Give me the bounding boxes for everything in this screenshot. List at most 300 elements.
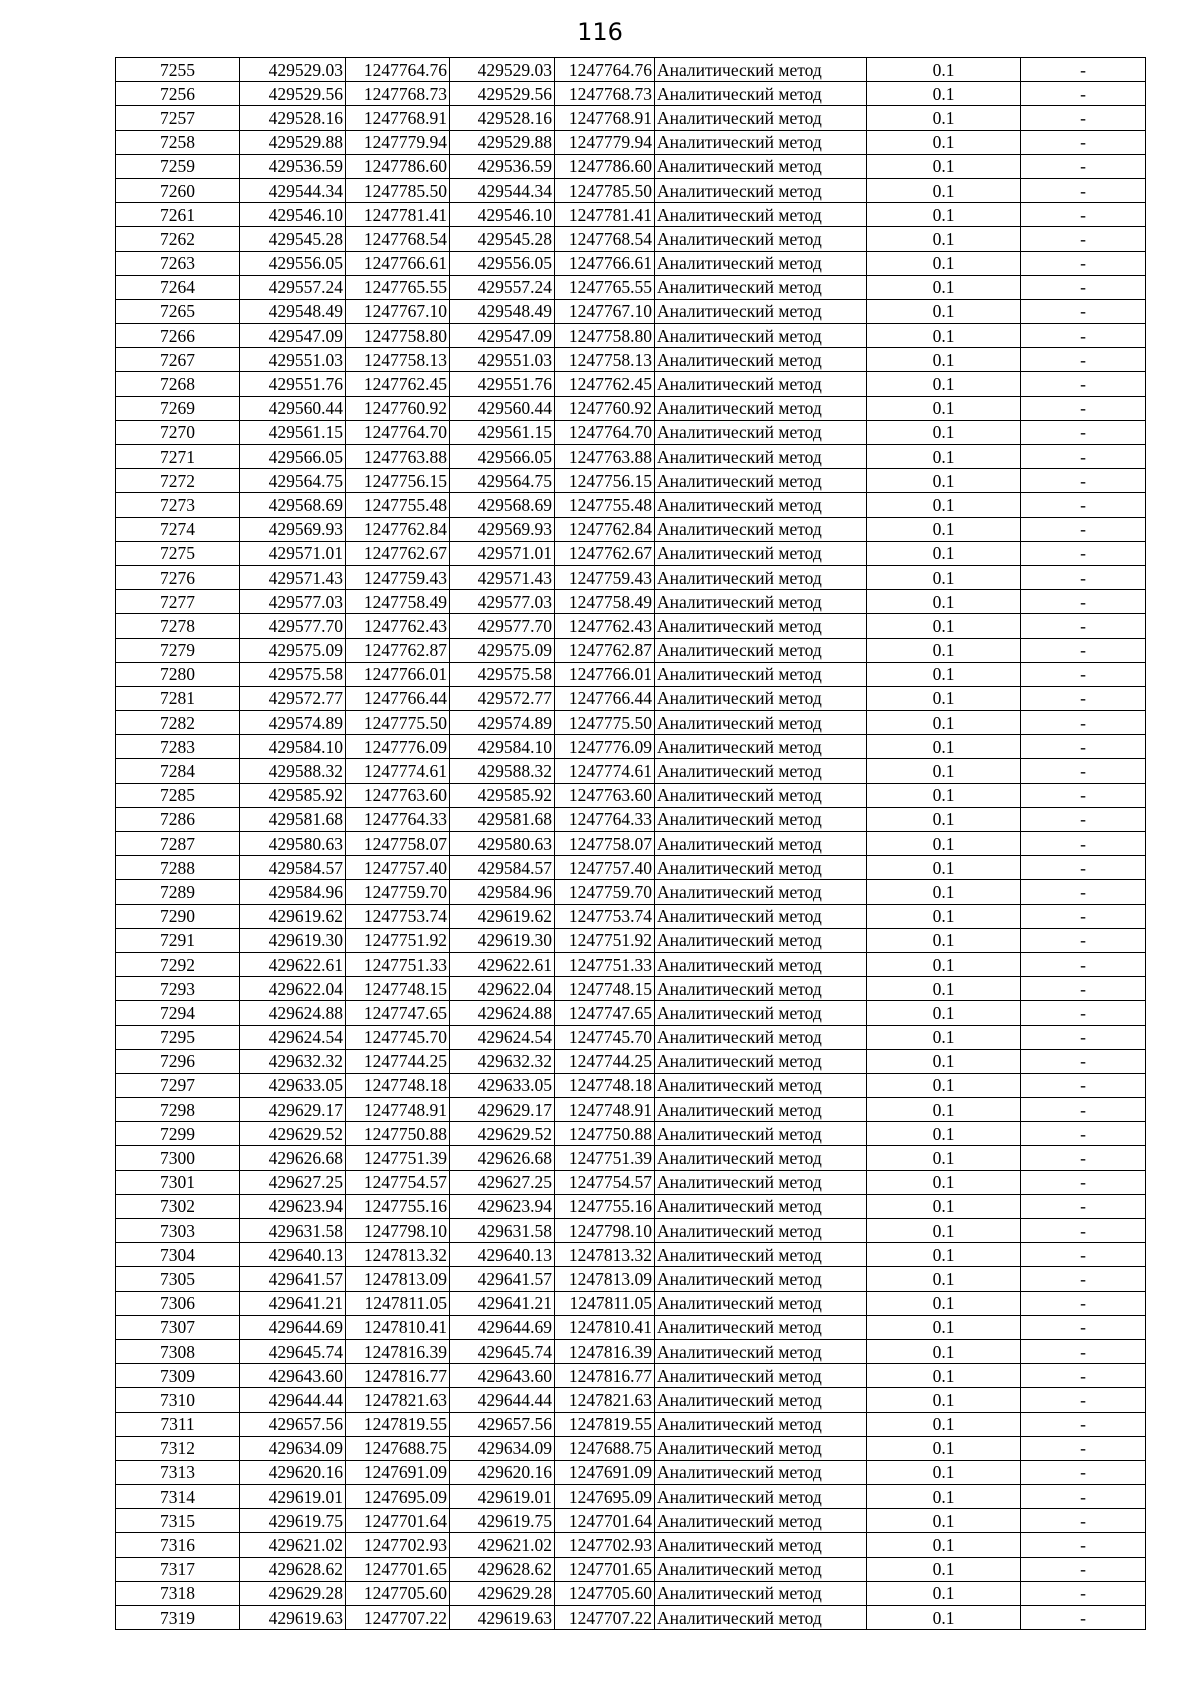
- x-coordinate-2-cell: 429571.01: [450, 541, 555, 565]
- accuracy-cell: 0.1: [867, 324, 1021, 348]
- accuracy-cell: 0.1: [867, 1339, 1021, 1363]
- y-coordinate-cell: 1247813.09: [346, 1267, 450, 1291]
- x-coordinate-cell: 429546.10: [240, 203, 346, 227]
- y-coordinate-2-cell: 1247811.05: [555, 1291, 655, 1315]
- x-coordinate-cell: 429529.03: [240, 58, 346, 82]
- x-coordinate-cell: 429560.44: [240, 396, 346, 420]
- note-cell: -: [1021, 1485, 1146, 1509]
- note-cell: -: [1021, 1557, 1146, 1581]
- table-row: [116, 1219, 1146, 1243]
- table-row: [116, 638, 1146, 662]
- y-coordinate-2-cell: 1247762.45: [555, 372, 655, 396]
- note-cell: -: [1021, 203, 1146, 227]
- point-number-cell: 7263: [116, 251, 240, 275]
- y-coordinate-cell: 1247691.09: [346, 1460, 450, 1484]
- x-coordinate-2-cell: 429544.34: [450, 178, 555, 202]
- accuracy-cell: 0.1: [867, 372, 1021, 396]
- point-number-cell: 7268: [116, 372, 240, 396]
- note-cell: -: [1021, 638, 1146, 662]
- method-cell: Аналитический метод: [655, 1339, 867, 1363]
- y-coordinate-2-cell: 1247786.60: [555, 154, 655, 178]
- x-coordinate-cell: 429629.28: [240, 1581, 346, 1605]
- method-cell: Аналитический метод: [655, 711, 867, 735]
- note-cell: -: [1021, 1339, 1146, 1363]
- y-coordinate-cell: 1247816.39: [346, 1339, 450, 1363]
- method-cell: Аналитический метод: [655, 1025, 867, 1049]
- method-cell: Аналитический метод: [655, 227, 867, 251]
- y-coordinate-2-cell: 1247701.65: [555, 1557, 655, 1581]
- point-number-cell: 7312: [116, 1436, 240, 1460]
- point-number-cell: 7299: [116, 1122, 240, 1146]
- point-number-cell: 7273: [116, 493, 240, 517]
- note-cell: -: [1021, 1194, 1146, 1218]
- note-cell: -: [1021, 1364, 1146, 1388]
- note-cell: -: [1021, 1001, 1146, 1025]
- x-coordinate-2-cell: 429574.89: [450, 711, 555, 735]
- accuracy-cell: 0.1: [867, 493, 1021, 517]
- y-coordinate-cell: 1247762.87: [346, 638, 450, 662]
- y-coordinate-2-cell: 1247781.41: [555, 203, 655, 227]
- y-coordinate-cell: 1247813.32: [346, 1243, 450, 1267]
- point-number-cell: 7317: [116, 1557, 240, 1581]
- x-coordinate-cell: 429640.13: [240, 1243, 346, 1267]
- note-cell: -: [1021, 372, 1146, 396]
- y-coordinate-cell: 1247759.43: [346, 565, 450, 589]
- accuracy-cell: 0.1: [867, 1267, 1021, 1291]
- y-coordinate-cell: 1247768.73: [346, 82, 450, 106]
- point-number-cell: 7259: [116, 154, 240, 178]
- point-number-cell: 7265: [116, 299, 240, 323]
- x-coordinate-2-cell: 429566.05: [450, 445, 555, 469]
- note-cell: -: [1021, 735, 1146, 759]
- y-coordinate-cell: 1247760.92: [346, 396, 450, 420]
- accuracy-cell: 0.1: [867, 952, 1021, 976]
- note-cell: -: [1021, 928, 1146, 952]
- y-coordinate-2-cell: 1247816.77: [555, 1364, 655, 1388]
- point-number-cell: 7278: [116, 614, 240, 638]
- y-coordinate-cell: 1247779.94: [346, 130, 450, 154]
- y-coordinate-cell: 1247810.41: [346, 1315, 450, 1339]
- y-coordinate-cell: 1247775.50: [346, 711, 450, 735]
- y-coordinate-cell: 1247764.76: [346, 58, 450, 82]
- y-coordinate-cell: 1247753.74: [346, 904, 450, 928]
- point-number-cell: 7275: [116, 541, 240, 565]
- x-coordinate-2-cell: 429551.76: [450, 372, 555, 396]
- x-coordinate-2-cell: 429536.59: [450, 154, 555, 178]
- accuracy-cell: 0.1: [867, 1364, 1021, 1388]
- point-number-cell: 7319: [116, 1606, 240, 1630]
- y-coordinate-cell: 1247786.60: [346, 154, 450, 178]
- x-coordinate-cell: 429581.68: [240, 807, 346, 831]
- method-cell: Аналитический метод: [655, 130, 867, 154]
- x-coordinate-2-cell: 429641.21: [450, 1291, 555, 1315]
- x-coordinate-2-cell: 429634.09: [450, 1436, 555, 1460]
- y-coordinate-cell: 1247702.93: [346, 1533, 450, 1557]
- x-coordinate-2-cell: 429572.77: [450, 686, 555, 710]
- x-coordinate-2-cell: 429621.02: [450, 1533, 555, 1557]
- x-coordinate-2-cell: 429619.62: [450, 904, 555, 928]
- table-row: [116, 686, 1146, 710]
- accuracy-cell: 0.1: [867, 203, 1021, 227]
- note-cell: -: [1021, 541, 1146, 565]
- table-row: [116, 541, 1146, 565]
- accuracy-cell: 0.1: [867, 904, 1021, 928]
- note-cell: -: [1021, 1267, 1146, 1291]
- y-coordinate-cell: 1247768.91: [346, 106, 450, 130]
- x-coordinate-cell: 429580.63: [240, 832, 346, 856]
- table-row: [116, 251, 1146, 275]
- table-row: [116, 493, 1146, 517]
- x-coordinate-cell: 429557.24: [240, 275, 346, 299]
- y-coordinate-cell: 1247763.60: [346, 783, 450, 807]
- point-number-cell: 7292: [116, 952, 240, 976]
- note-cell: -: [1021, 1146, 1146, 1170]
- x-coordinate-cell: 429657.56: [240, 1412, 346, 1436]
- page-number: 116: [577, 18, 623, 46]
- x-coordinate-cell: 429619.30: [240, 928, 346, 952]
- table-row: [116, 178, 1146, 202]
- x-coordinate-cell: 429619.62: [240, 904, 346, 928]
- accuracy-cell: 0.1: [867, 807, 1021, 831]
- method-cell: Аналитический метод: [655, 856, 867, 880]
- y-coordinate-cell: 1247756.15: [346, 469, 450, 493]
- x-coordinate-2-cell: 429627.25: [450, 1170, 555, 1194]
- x-coordinate-cell: 429547.09: [240, 324, 346, 348]
- table-row: [116, 1049, 1146, 1073]
- method-cell: Аналитический метод: [655, 493, 867, 517]
- table-row: [116, 1267, 1146, 1291]
- x-coordinate-2-cell: 429585.92: [450, 783, 555, 807]
- point-number-cell: 7314: [116, 1485, 240, 1509]
- point-number-cell: 7293: [116, 977, 240, 1001]
- x-coordinate-2-cell: 429577.70: [450, 614, 555, 638]
- method-cell: Аналитический метод: [655, 735, 867, 759]
- y-coordinate-cell: 1247766.44: [346, 686, 450, 710]
- method-cell: Аналитический метод: [655, 1194, 867, 1218]
- note-cell: -: [1021, 251, 1146, 275]
- y-coordinate-2-cell: 1247810.41: [555, 1315, 655, 1339]
- table-row: [116, 275, 1146, 299]
- x-coordinate-cell: 429571.01: [240, 541, 346, 565]
- y-coordinate-2-cell: 1247785.50: [555, 178, 655, 202]
- x-coordinate-2-cell: 429577.03: [450, 590, 555, 614]
- method-cell: Аналитический метод: [655, 1485, 867, 1509]
- y-coordinate-2-cell: 1247748.91: [555, 1098, 655, 1122]
- table-row: [116, 154, 1146, 178]
- table-row: [116, 1460, 1146, 1484]
- y-coordinate-cell: 1247781.41: [346, 203, 450, 227]
- accuracy-cell: 0.1: [867, 1243, 1021, 1267]
- table-row: [116, 1533, 1146, 1557]
- point-number-cell: 7271: [116, 445, 240, 469]
- method-cell: Аналитический метод: [655, 106, 867, 130]
- x-coordinate-cell: 429529.88: [240, 130, 346, 154]
- x-coordinate-2-cell: 429545.28: [450, 227, 555, 251]
- x-coordinate-2-cell: 429546.10: [450, 203, 555, 227]
- x-coordinate-2-cell: 429584.96: [450, 880, 555, 904]
- x-coordinate-2-cell: 429633.05: [450, 1073, 555, 1097]
- point-number-cell: 7255: [116, 58, 240, 82]
- table-row: [116, 1315, 1146, 1339]
- x-coordinate-2-cell: 429629.52: [450, 1122, 555, 1146]
- accuracy-cell: 0.1: [867, 1122, 1021, 1146]
- method-cell: Аналитический метод: [655, 1001, 867, 1025]
- x-coordinate-cell: 429564.75: [240, 469, 346, 493]
- method-cell: Аналитический метод: [655, 82, 867, 106]
- note-cell: -: [1021, 445, 1146, 469]
- y-coordinate-cell: 1247701.65: [346, 1557, 450, 1581]
- table-row: [116, 1388, 1146, 1412]
- accuracy-cell: 0.1: [867, 82, 1021, 106]
- y-coordinate-2-cell: 1247763.60: [555, 783, 655, 807]
- point-number-cell: 7261: [116, 203, 240, 227]
- accuracy-cell: 0.1: [867, 1315, 1021, 1339]
- table-row: [116, 372, 1146, 396]
- y-coordinate-cell: 1247766.61: [346, 251, 450, 275]
- method-cell: Аналитический метод: [655, 1315, 867, 1339]
- x-coordinate-2-cell: 429560.44: [450, 396, 555, 420]
- point-number-cell: 7260: [116, 178, 240, 202]
- table-row: [116, 82, 1146, 106]
- x-coordinate-cell: 429620.16: [240, 1460, 346, 1484]
- y-coordinate-cell: 1247762.45: [346, 372, 450, 396]
- table-row: [116, 856, 1146, 880]
- x-coordinate-cell: 429529.56: [240, 82, 346, 106]
- method-cell: Аналитический метод: [655, 396, 867, 420]
- y-coordinate-2-cell: 1247798.10: [555, 1219, 655, 1243]
- point-number-cell: 7301: [116, 1170, 240, 1194]
- point-number-cell: 7290: [116, 904, 240, 928]
- note-cell: -: [1021, 1509, 1146, 1533]
- note-cell: -: [1021, 1606, 1146, 1630]
- y-coordinate-cell: 1247758.13: [346, 348, 450, 372]
- accuracy-cell: 0.1: [867, 1388, 1021, 1412]
- y-coordinate-cell: 1247748.15: [346, 977, 450, 1001]
- point-number-cell: 7274: [116, 517, 240, 541]
- y-coordinate-cell: 1247765.55: [346, 275, 450, 299]
- y-coordinate-cell: 1247695.09: [346, 1485, 450, 1509]
- x-coordinate-cell: 429645.74: [240, 1339, 346, 1363]
- accuracy-cell: 0.1: [867, 1146, 1021, 1170]
- y-coordinate-cell: 1247744.25: [346, 1049, 450, 1073]
- point-number-cell: 7262: [116, 227, 240, 251]
- y-coordinate-cell: 1247821.63: [346, 1388, 450, 1412]
- method-cell: Аналитический метод: [655, 178, 867, 202]
- x-coordinate-2-cell: 429619.01: [450, 1485, 555, 1509]
- point-number-cell: 7297: [116, 1073, 240, 1097]
- note-cell: -: [1021, 856, 1146, 880]
- accuracy-cell: 0.1: [867, 686, 1021, 710]
- x-coordinate-2-cell: 429626.68: [450, 1146, 555, 1170]
- x-coordinate-2-cell: 429644.69: [450, 1315, 555, 1339]
- table-row: [116, 1412, 1146, 1436]
- x-coordinate-cell: 429566.05: [240, 445, 346, 469]
- accuracy-cell: 0.1: [867, 856, 1021, 880]
- x-coordinate-cell: 429629.17: [240, 1098, 346, 1122]
- accuracy-cell: 0.1: [867, 154, 1021, 178]
- method-cell: Аналитический метод: [655, 977, 867, 1001]
- y-coordinate-2-cell: 1247759.70: [555, 880, 655, 904]
- x-coordinate-cell: 429588.32: [240, 759, 346, 783]
- accuracy-cell: 0.1: [867, 517, 1021, 541]
- x-coordinate-cell: 429575.09: [240, 638, 346, 662]
- y-coordinate-2-cell: 1247750.88: [555, 1122, 655, 1146]
- table-row: [116, 1339, 1146, 1363]
- x-coordinate-2-cell: 429551.03: [450, 348, 555, 372]
- x-coordinate-cell: 429621.02: [240, 1533, 346, 1557]
- point-number-cell: 7286: [116, 807, 240, 831]
- y-coordinate-2-cell: 1247775.50: [555, 711, 655, 735]
- y-coordinate-2-cell: 1247755.16: [555, 1194, 655, 1218]
- point-number-cell: 7269: [116, 396, 240, 420]
- accuracy-cell: 0.1: [867, 783, 1021, 807]
- x-coordinate-2-cell: 429619.30: [450, 928, 555, 952]
- table-row: [116, 565, 1146, 589]
- accuracy-cell: 0.1: [867, 1412, 1021, 1436]
- x-coordinate-2-cell: 429564.75: [450, 469, 555, 493]
- table-row: [116, 420, 1146, 444]
- table-row: [116, 227, 1146, 251]
- accuracy-cell: 0.1: [867, 1557, 1021, 1581]
- accuracy-cell: 0.1: [867, 251, 1021, 275]
- method-cell: Аналитический метод: [655, 445, 867, 469]
- table-row: [116, 445, 1146, 469]
- note-cell: -: [1021, 106, 1146, 130]
- y-coordinate-cell: 1247748.18: [346, 1073, 450, 1097]
- table-row: [116, 711, 1146, 735]
- x-coordinate-2-cell: 429528.16: [450, 106, 555, 130]
- method-cell: Аналитический метод: [655, 1606, 867, 1630]
- accuracy-cell: 0.1: [867, 1291, 1021, 1315]
- x-coordinate-cell: 429622.61: [240, 952, 346, 976]
- point-number-cell: 7294: [116, 1001, 240, 1025]
- method-cell: Аналитический метод: [655, 58, 867, 82]
- y-coordinate-2-cell: 1247762.67: [555, 541, 655, 565]
- x-coordinate-2-cell: 429557.24: [450, 275, 555, 299]
- note-cell: -: [1021, 1315, 1146, 1339]
- y-coordinate-cell: 1247754.57: [346, 1170, 450, 1194]
- note-cell: -: [1021, 807, 1146, 831]
- y-coordinate-cell: 1247745.70: [346, 1025, 450, 1049]
- point-number-cell: 7279: [116, 638, 240, 662]
- table-row: [116, 1509, 1146, 1533]
- x-coordinate-2-cell: 429584.10: [450, 735, 555, 759]
- y-coordinate-2-cell: 1247768.91: [555, 106, 655, 130]
- table-row: [116, 977, 1146, 1001]
- y-coordinate-2-cell: 1247762.87: [555, 638, 655, 662]
- x-coordinate-cell: 429528.16: [240, 106, 346, 130]
- accuracy-cell: 0.1: [867, 396, 1021, 420]
- point-number-cell: 7267: [116, 348, 240, 372]
- point-number-cell: 7258: [116, 130, 240, 154]
- note-cell: -: [1021, 348, 1146, 372]
- point-number-cell: 7270: [116, 420, 240, 444]
- table-row: [116, 469, 1146, 493]
- table-row: [116, 1073, 1146, 1097]
- table-row: [116, 1436, 1146, 1460]
- accuracy-cell: 0.1: [867, 1219, 1021, 1243]
- note-cell: -: [1021, 711, 1146, 735]
- point-number-cell: 7256: [116, 82, 240, 106]
- point-number-cell: 7313: [116, 1460, 240, 1484]
- y-coordinate-2-cell: 1247756.15: [555, 469, 655, 493]
- point-number-cell: 7277: [116, 590, 240, 614]
- note-cell: -: [1021, 880, 1146, 904]
- accuracy-cell: 0.1: [867, 614, 1021, 638]
- y-coordinate-2-cell: 1247763.88: [555, 445, 655, 469]
- accuracy-cell: 0.1: [867, 1049, 1021, 1073]
- note-cell: -: [1021, 227, 1146, 251]
- y-coordinate-2-cell: 1247816.39: [555, 1339, 655, 1363]
- point-number-cell: 7306: [116, 1291, 240, 1315]
- method-cell: Аналитический метод: [655, 420, 867, 444]
- x-coordinate-2-cell: 429575.58: [450, 662, 555, 686]
- method-cell: Аналитический метод: [655, 541, 867, 565]
- accuracy-cell: 0.1: [867, 106, 1021, 130]
- x-coordinate-cell: 429544.34: [240, 178, 346, 202]
- point-number-cell: 7310: [116, 1388, 240, 1412]
- method-cell: Аналитический метод: [655, 1557, 867, 1581]
- accuracy-cell: 0.1: [867, 275, 1021, 299]
- table-row: [116, 783, 1146, 807]
- table-row: [116, 1025, 1146, 1049]
- note-cell: -: [1021, 275, 1146, 299]
- note-cell: -: [1021, 178, 1146, 202]
- accuracy-cell: 0.1: [867, 445, 1021, 469]
- y-coordinate-cell: 1247811.05: [346, 1291, 450, 1315]
- accuracy-cell: 0.1: [867, 299, 1021, 323]
- note-cell: -: [1021, 1412, 1146, 1436]
- y-coordinate-2-cell: 1247779.94: [555, 130, 655, 154]
- y-coordinate-cell: 1247701.64: [346, 1509, 450, 1533]
- table-row: [116, 130, 1146, 154]
- y-coordinate-2-cell: 1247759.43: [555, 565, 655, 589]
- y-coordinate-2-cell: 1247707.22: [555, 1606, 655, 1630]
- method-cell: Аналитический метод: [655, 928, 867, 952]
- note-cell: -: [1021, 590, 1146, 614]
- point-number-cell: 7283: [116, 735, 240, 759]
- point-number-cell: 7300: [116, 1146, 240, 1170]
- method-cell: Аналитический метод: [655, 1219, 867, 1243]
- note-cell: -: [1021, 1170, 1146, 1194]
- y-coordinate-cell: 1247751.33: [346, 952, 450, 976]
- y-coordinate-2-cell: 1247701.64: [555, 1509, 655, 1533]
- x-coordinate-2-cell: 429624.54: [450, 1025, 555, 1049]
- x-coordinate-2-cell: 429580.63: [450, 832, 555, 856]
- table-row: [116, 1485, 1146, 1509]
- x-coordinate-2-cell: 429529.88: [450, 130, 555, 154]
- x-coordinate-2-cell: 429624.88: [450, 1001, 555, 1025]
- method-cell: Аналитический метод: [655, 759, 867, 783]
- table-row: [116, 348, 1146, 372]
- method-cell: Аналитический метод: [655, 1146, 867, 1170]
- method-cell: Аналитический метод: [655, 952, 867, 976]
- note-cell: -: [1021, 1025, 1146, 1049]
- note-cell: -: [1021, 396, 1146, 420]
- y-coordinate-2-cell: 1247748.18: [555, 1073, 655, 1097]
- accuracy-cell: 0.1: [867, 1025, 1021, 1049]
- accuracy-cell: 0.1: [867, 1194, 1021, 1218]
- accuracy-cell: 0.1: [867, 1606, 1021, 1630]
- y-coordinate-cell: 1247762.43: [346, 614, 450, 638]
- y-coordinate-cell: 1247747.65: [346, 1001, 450, 1025]
- x-coordinate-2-cell: 429623.94: [450, 1194, 555, 1218]
- x-coordinate-cell: 429584.96: [240, 880, 346, 904]
- x-coordinate-cell: 429629.52: [240, 1122, 346, 1146]
- y-coordinate-2-cell: 1247754.57: [555, 1170, 655, 1194]
- x-coordinate-2-cell: 429644.44: [450, 1388, 555, 1412]
- x-coordinate-2-cell: 429645.74: [450, 1339, 555, 1363]
